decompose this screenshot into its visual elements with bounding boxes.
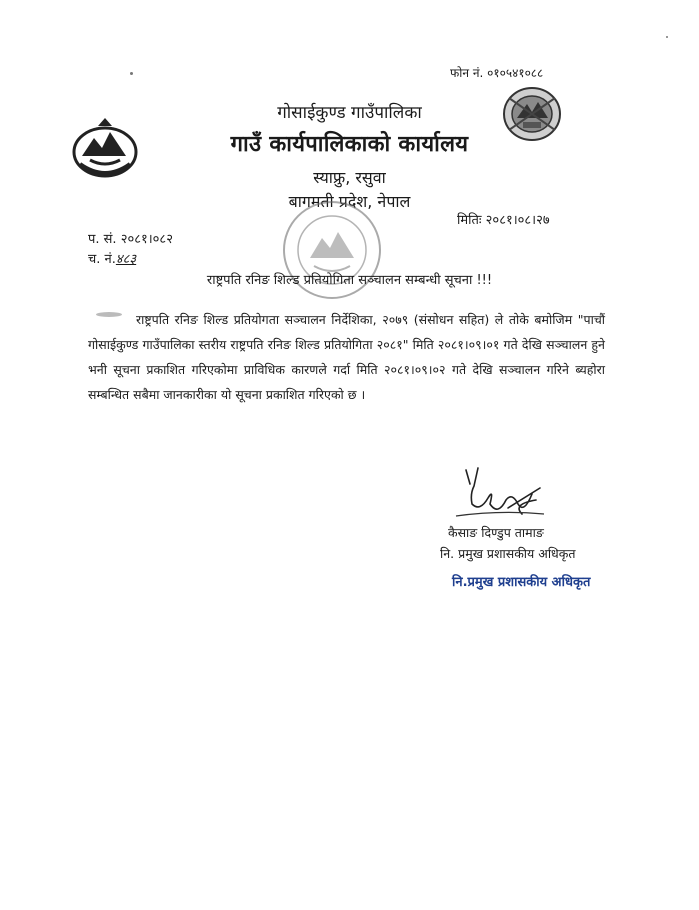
notice-body	[88, 307, 605, 407]
phone-number: फोन नं. ०१०५४१०८८	[450, 66, 544, 80]
notice-subject: राष्ट्रपति रनिङ शिल्ड प्रतियोगिता सञ्चालन सम्बन्धी सूचना !!!	[206, 273, 493, 288]
scan-speck	[666, 36, 668, 38]
signatory-name: कैसाङ दिण्डुप तामाङ	[448, 525, 544, 540]
dispatch-value: ४८३	[115, 252, 137, 267]
letter-date: मितिः २०८१।०८।२७	[457, 213, 550, 228]
address-line-1: स्याफ्रु, रसुवा	[313, 168, 386, 187]
signatory-title: नि. प्रमुख प्रशासकीय अधिकृत	[440, 546, 576, 561]
dispatch-number	[88, 249, 136, 267]
signatory-stamp-title: नि.प्रमुख प्रशासकीय अधिकृत	[452, 575, 591, 590]
scan-speck	[130, 72, 133, 75]
dispatch-label: च. नं.	[88, 252, 116, 267]
reference-number: प. सं. २०८१।०८२	[88, 232, 173, 247]
office-name: गाउँ कार्यपालिकाको कार्यालय	[230, 132, 469, 157]
municipality-name: गोसाईकुण्ड गाउँपालिका	[277, 103, 422, 123]
signature-icon	[452, 464, 548, 522]
notice-body-text: राष्ट्रपति रनिङ शिल्ड प्रतियोगता सञ्चालन निर्देशिका, २०७९ (संसोधन सहित) ले तोके बमोजिम "पाचौं गोसाईकुण्ड गाउँपालिका स्तरीय राष्ट्रपति रनिङ शिल्ड प्रतियोगिता २०८१" मिति २०८१।०९।०१ गते देखि सञ्चालन हुने भनी सूचना प्रकाशित गरिएकोमा प्राविधिक कारणले गर्दा मिति २०८१।०९।०२ गते देखि सञ्चालन गरिने ब्यहोरा सम्बन्धित सबैमा जानकारीका यो सूचना प्रकाशित गरिएको छ ।	[88, 312, 605, 402]
address-line-2: बागमती प्रदेश, नेपाल	[288, 192, 411, 211]
